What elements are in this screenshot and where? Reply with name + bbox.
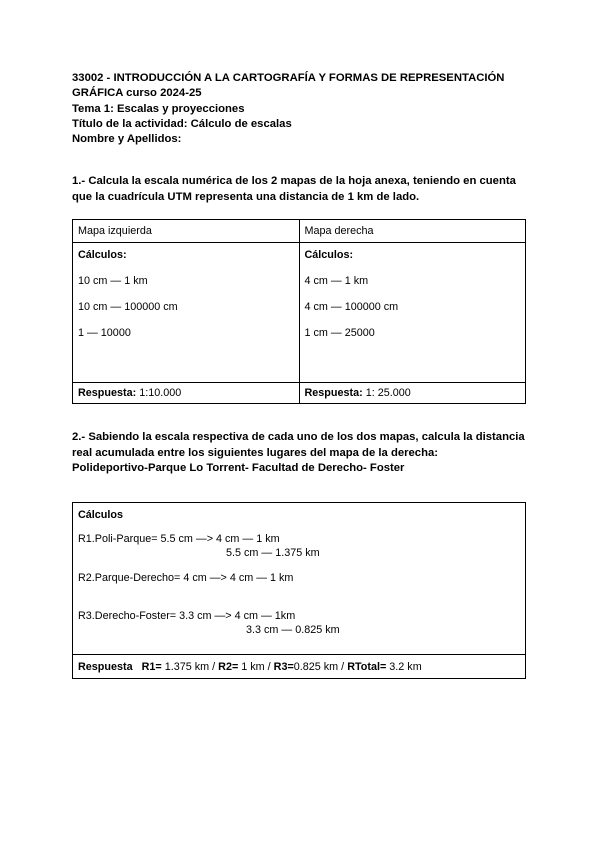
r2-value: 1 km /	[238, 660, 274, 673]
question-2-line1: 2.- Sabiendo la escala respectiva de cada uno de los dos mapas, calcula la distancia	[72, 431, 525, 443]
question-2-line3: Polideportivo-Parque Lo Torrent- Facultad de Derecho- Foster	[72, 462, 405, 474]
r1-line-b: 5.5 cm — 1.375 km	[226, 547, 320, 559]
right-answer-value: 1: 25.000	[362, 387, 411, 399]
right-answer-label: Respuesta:	[304, 387, 363, 399]
right-calc-line-3: 1 cm — 25000	[304, 327, 375, 339]
left-calc-line-3: 1 — 10000	[78, 327, 131, 339]
r3-line-b: 3.3 cm — 0.825 km	[246, 624, 340, 636]
distance-calculations	[73, 503, 526, 655]
right-calc-line-1: 4 cm — 1 km	[304, 275, 369, 287]
left-calc-line-1: 10 cm — 1 km	[78, 275, 148, 287]
left-answer-label: Respuesta:	[78, 387, 137, 399]
left-answer-value: 1:10.000	[136, 387, 182, 399]
r1-label: R1=	[141, 660, 162, 673]
activity-title-line: Título de la actividad: Cálculo de escalas	[72, 117, 292, 130]
left-map-calculations	[73, 243, 300, 383]
question-1-line2: que la cuadrícula UTM representa una distancia de 1 km de lado.	[72, 190, 420, 203]
answer-label: Respuesta	[78, 660, 133, 673]
r1-value: 1.375 km /	[161, 660, 219, 673]
right-map-calculations	[299, 243, 526, 383]
r3-label: R3=	[273, 660, 294, 673]
question-1	[72, 174, 532, 205]
r3-value: 0.825 km /	[293, 660, 348, 673]
course-title-line1: 33002 - INTRODUCCIÓN A LA CARTOGRAFÍA Y FORMAS DE REPRESENTACIÓN	[72, 72, 505, 84]
right-map-heading: Mapa derecha	[299, 220, 526, 243]
right-calc-label: Cálculos:	[304, 249, 354, 261]
right-calc-line-2: 4 cm — 100000 cm	[304, 301, 399, 313]
left-calc-line-2: 10 cm — 100000 cm	[78, 301, 178, 313]
rtotal-value: 3.2 km	[386, 660, 422, 673]
left-map-answer	[73, 383, 300, 404]
left-map-heading: Mapa izquierda	[73, 220, 300, 243]
left-calc-label: Cálculos:	[78, 249, 127, 261]
r1-line-a: R1.Poli-Parque= 5.5 cm —> 4 cm — 1 km	[78, 533, 280, 545]
question-2	[72, 430, 532, 477]
right-map-answer	[299, 383, 526, 404]
scale-table	[72, 219, 526, 404]
distance-answer	[73, 655, 526, 679]
tema-line: Tema 1: Escalas y proyecciones	[72, 102, 245, 115]
name-line: Nombre y Apellidos:	[72, 133, 182, 146]
question-2-line2: real acumulada entre los siguientes lugares del mapa de la derecha:	[72, 446, 439, 459]
distance-calc-label: Cálculos	[78, 509, 124, 521]
course-title-line2: GRÁFICA curso 2024-25	[72, 87, 202, 100]
rtotal-label: RTotal=	[347, 660, 387, 673]
r2-label: R2=	[218, 660, 239, 673]
document-header	[72, 71, 532, 147]
distance-table	[72, 502, 526, 679]
r3-line-a: R3.Derecho-Foster= 3.3 cm —> 4 cm — 1km	[78, 610, 296, 622]
question-1-line1: 1.- Calcula la escala numérica de los 2 mapas de la hoja anexa, teniendo en cuenta	[72, 175, 516, 187]
r2-line-a: R2.Parque-Derecho= 4 cm —> 4 cm — 1 km	[78, 572, 294, 584]
